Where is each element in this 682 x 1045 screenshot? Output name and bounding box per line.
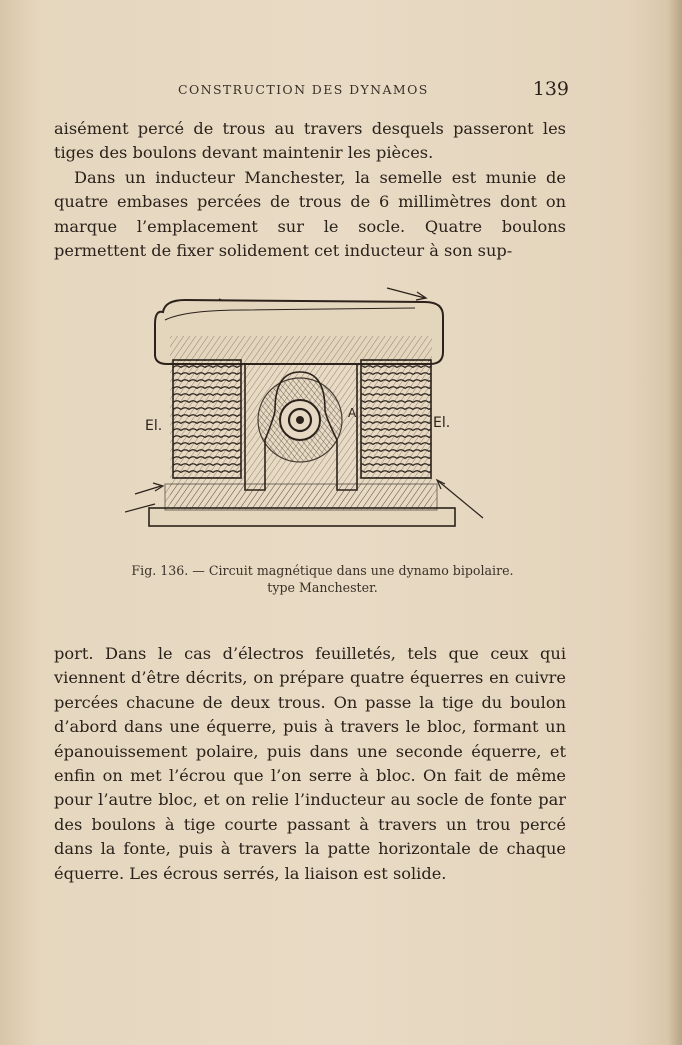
paragraph-continuation xyxy=(54,117,566,263)
label-right-electro: El. xyxy=(433,415,451,431)
right-coil xyxy=(361,360,431,478)
label-armature: A xyxy=(348,406,357,420)
left-coil xyxy=(173,360,241,478)
page-edge-shadow xyxy=(668,0,682,1045)
figure-dynamo-diagram xyxy=(125,280,490,540)
paragraph-1-text: aisément percé de trous au travers desquels passeront les tiges des boulons devant maintenir les pièces. xyxy=(54,119,566,163)
page-number: 139 xyxy=(532,78,569,100)
label-left-electro: El. xyxy=(145,418,163,434)
caption-line-1: Fig. 136. — Circuit magnétique dans une dynamo bipolaire. xyxy=(131,563,514,578)
paragraph-2-text: Dans un inducteur Manchester, la semelle est munie de quatre embases percées de trous de 6 millimètres dont on marque l’emplacement sur le socle. Quatre boulons permettent de fixer solidement cet inducteur à son sup- xyxy=(54,167,566,261)
page-header xyxy=(54,78,569,102)
caption-line-2: type Manchester. xyxy=(267,580,378,595)
figure-caption xyxy=(90,562,555,596)
base-plate xyxy=(149,508,455,526)
armature xyxy=(258,378,342,462)
dynamo-illustration xyxy=(125,280,490,540)
paragraph-3: port. Dans le cas d’électros feuilletés, tels que ceux qui viennent d’être décrits, on prépare quatre équerres en cuivre percées chacune de deux trous. On passe la tige du boulon d’abord dans une équerre, puis à travers le bloc, formant un épanouissement polaire, puis dans une seconde équerre, et enfin on met l’écrou que l’on serre à bloc. On fait de même pour l’autre bloc, et on relie l’inducteur au socle de fonte par des boulons à tige courte passant à travers un trou percé dans la fonte, puis à travers la patte horizontale de chaque équerre. Les écrous serrés, la liaison est solide. xyxy=(54,644,566,883)
running-title: CONSTRUCTION DES DYNAMOS xyxy=(178,82,429,97)
